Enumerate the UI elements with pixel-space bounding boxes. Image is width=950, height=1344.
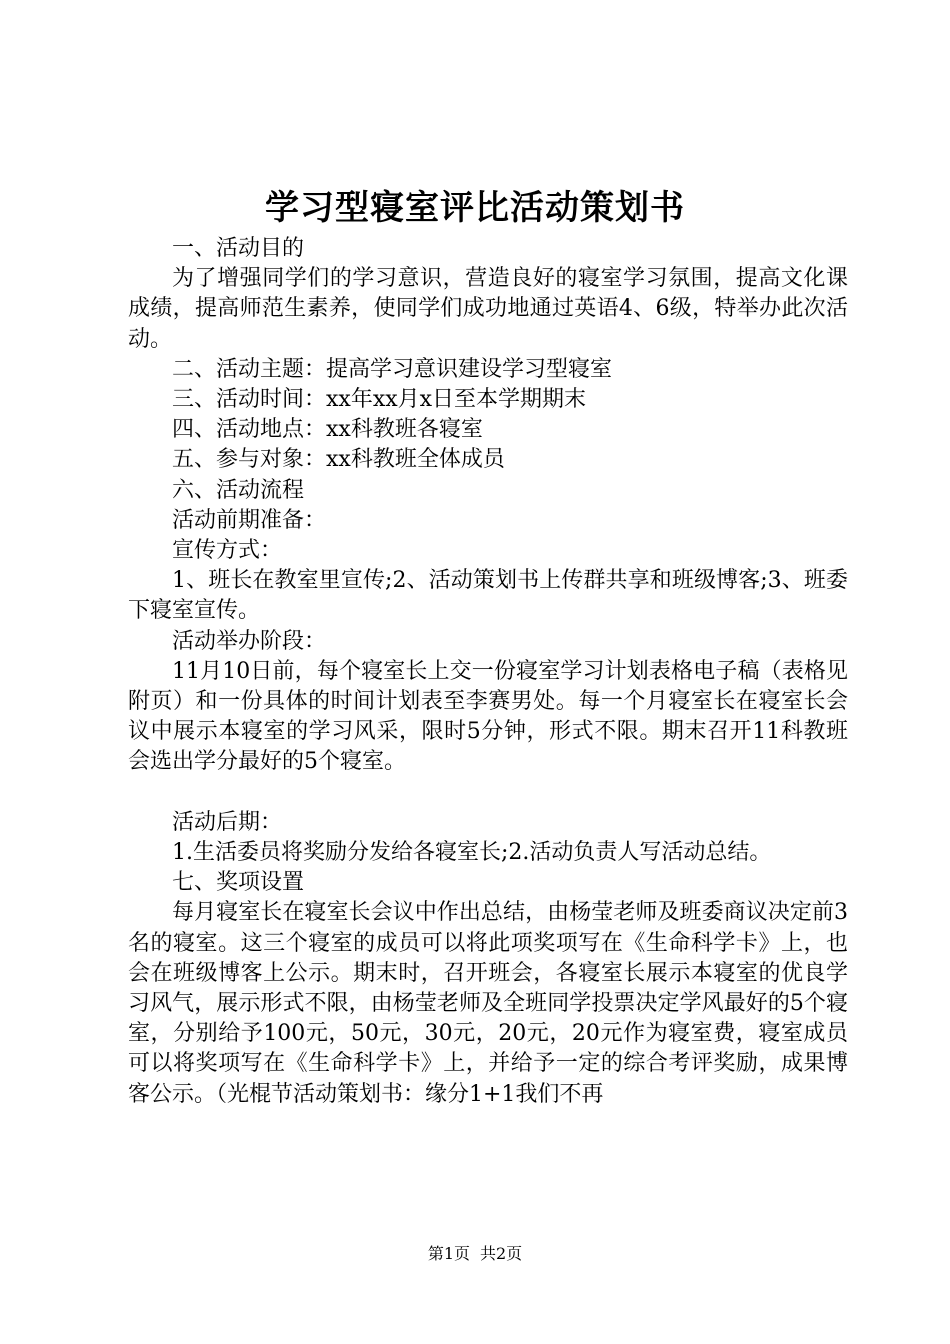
- section-heading-awards: 七、奖项设置: [172, 870, 305, 896]
- document-title: 学习型寝室评比活动策划书: [265, 188, 685, 228]
- page-footer: [0, 1242, 950, 1266]
- paragraph-awards: 每月寝室长在寝室长会议中作出总结，由杨莹老师及班委商议决定前3名的寝室。这三个寝室的成员可以将此项奖项写在《生命科学卡》上，也会在班级博客上公示。期末时，召开班会，各寝室长展示本寝室的优良学习风气，展示形式不限，由杨莹老师及全班同学投票决定学风最好的5个寝室，分别给予100元，50元，30元，20元，20元作为寝室费，寝室成员可以将奖项写在《生命科学卡》上，并给予一定的综合考评奖励，成果博客公示。（光棍节活动策划书：缘分1+1我们不再: [128, 900, 848, 1107]
- section-heading-location: 四、活动地点：xx科教班各寝室: [172, 417, 483, 443]
- paragraph-execution: 11月10日前，每个寝室长上交一份寝室学习计划表格电子稿（表格见附页）和一份具体的时间计划表至李赛男处。每一个月寝室长在寝室长会议中展示本寝室的学习风采，限时5分钟，形式不限。期末召开11科教班会选出学分最好的5个寝室。: [128, 658, 848, 775]
- section-heading-process: 六、活动流程: [172, 477, 305, 503]
- page-number: 第1页: [427, 1244, 470, 1263]
- subheading-publicity: 宣传方式：: [172, 538, 283, 564]
- subheading-later-stage: 活动后期：: [172, 809, 283, 835]
- paragraph-later-stage: 1.生活委员将奖励分发给各寝室长;2.活动负责人写活动总结。: [172, 840, 772, 866]
- document-body: [128, 234, 848, 1110]
- section-heading-participants: 五、参与对象：xx科教班全体成员: [172, 447, 505, 473]
- section-heading-theme: 二、活动主题：提高学习意识建设学习型寝室: [172, 356, 613, 382]
- paragraph-purpose: 为了增强同学们的学习意识，营造良好的寝室学习氛围，提高文化课成绩，提高师范生素养，使同学们成功地通过英语4、6级，特举办此次活动。: [128, 266, 848, 352]
- section-heading-time: 三、活动时间：xx年xx月x日至本学期期末: [172, 387, 587, 413]
- subheading-preparation: 活动前期准备：: [172, 507, 327, 533]
- subheading-execution: 活动举办阶段：: [172, 628, 327, 654]
- section-heading-purpose: 一、活动目的: [172, 236, 305, 261]
- blank-line: [128, 778, 848, 808]
- page-total: 共2页: [480, 1244, 523, 1263]
- paragraph-publicity: 1、班长在教室里宣传;2、活动策划书上传群共享和班级博客;3、班委下寝室宣传。: [128, 568, 848, 624]
